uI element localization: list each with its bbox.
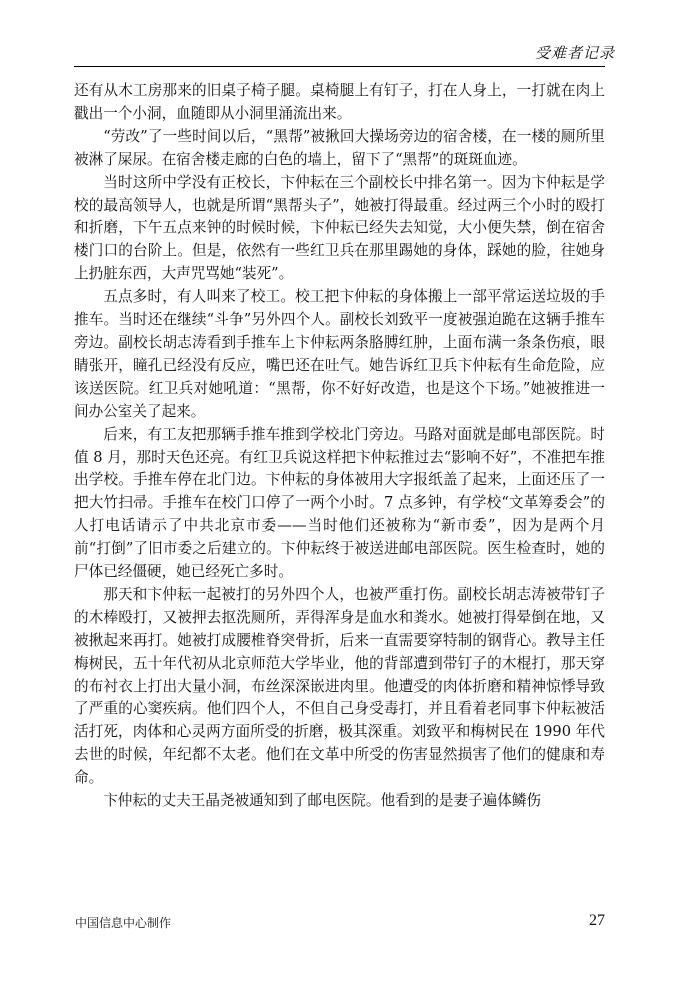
paragraph-7: 卞仲耘的丈夫王晶尧被通知到了邮电医院。他看到的是妻子遍体鳞伤 — [103, 792, 542, 810]
body-text — [74, 80, 605, 813]
paragraph-3: 当时这所中学没有正校长，卞仲耘在三个副校长中排名第一。因为卞仲耘是学校的最高领导人，也就是所谓“黑帮头子”，她被打得最重。经过两三个小时的殴打和折磨，下午五点来钟的时候时候，卞仲耘已经失去知觉，大小便失禁，倒在宿舍楼门口的台阶上。但是，依然有一些红卫兵在那里踢她的身体，踩她的脸，往她身上扔脏东西，大声咒骂她“装死”。 — [74, 173, 605, 283]
paragraph-1: 还有从木工房那来的旧桌子椅子腿。桌椅腿上有钉子，打在人身上，一打就在肉上戳出一个小洞，血随即从小洞里涌流出来。 — [74, 82, 605, 122]
paragraph-2: “劳改”了一些时间以后，“黑帮”被揪回大操场旁边的宿舍楼，在一楼的厕所里被淋了屎尿。在宿舍楼走廊的白色的墙上，留下了“黑帮”的斑斑血迹。 — [74, 127, 605, 168]
page-number: 27 — [589, 912, 605, 929]
header-rule — [74, 66, 605, 67]
publisher-credit: 中国信息中心制作 — [75, 916, 172, 930]
paragraph-6: 那天和卞仲耘一起被打的另外四个人，也被严重打伤。副校长胡志涛被带钉子的木棒殴打，又被押去抠洗厕所，弄得浑身是血水和粪水。她被打得晕倒在地，又被揪起来再打。她被打成腰椎脊突骨折，后来一直需要穿特制的钢背心。教导主任梅树民，五十年代初从北京师范大学毕业，他的背部遭到带钉子的木棍打，那天穿的布衬衣上打出大量小洞，布丝深深嵌进肉里。他遭受的肉体折磨和精神惊悸导致了严重的心窦疾病。他们四个人，不但自己身受毒打，并且看着老同事卞仲耘被活活打死，肉体和心灵两方面所受的折磨，极其深重。刘致平和梅树民在 1990 年代去世的时候，年纪都不太老。他们在文革中所受的伤害显然损害了他们的健康和寿命。 — [74, 585, 605, 787]
running-header: 受难者记录 — [534, 44, 615, 62]
paragraph-4: 五点多时，有人叫来了校工。校工把卞仲耘的身体搬上一部平常运送垃圾的手推车。当时还在继续“斗争”另外四个人。副校长刘致平一度被强迫跪在这辆手推车旁边。副校长胡志涛看到手推车上卞仲耘两条胳膊红肿，上面布满一条条伤痕，眼睛张开，瞳孔已经没有反应，嘴巴还在吐气。她告诉红卫兵卞仲耘有生命危险，应该送医院。红卫兵对她吼道：“黑帮，你不好好改造，也是这个下场。”她被推进一间办公室关了起来。 — [74, 288, 605, 420]
paragraph-5: 后来，有工友把那辆手推车推到学校北门旁边。马路对面就是邮电部医院。时值 8 月，那时天色还亮。有红卫兵说这样把卞仲耘推过去“影响不好”，不准把车推出学校。手推车停在北门边。卞仲耘的身体被用大字报纸盖了起来，上面还压了一把大竹扫帚。手推车在校门口停了一两个小时。7 点多钟，有学校“文革筹委会”的人打电话请示了中共北京市委——当时他们还被称为“新市委”，因为是两个月前“打倒”了旧市委之后建立的。卞仲耘终于被送进邮电部医院。医生检查时，她的尸体已经僵硬，她已经死亡多时。 — [74, 425, 605, 581]
